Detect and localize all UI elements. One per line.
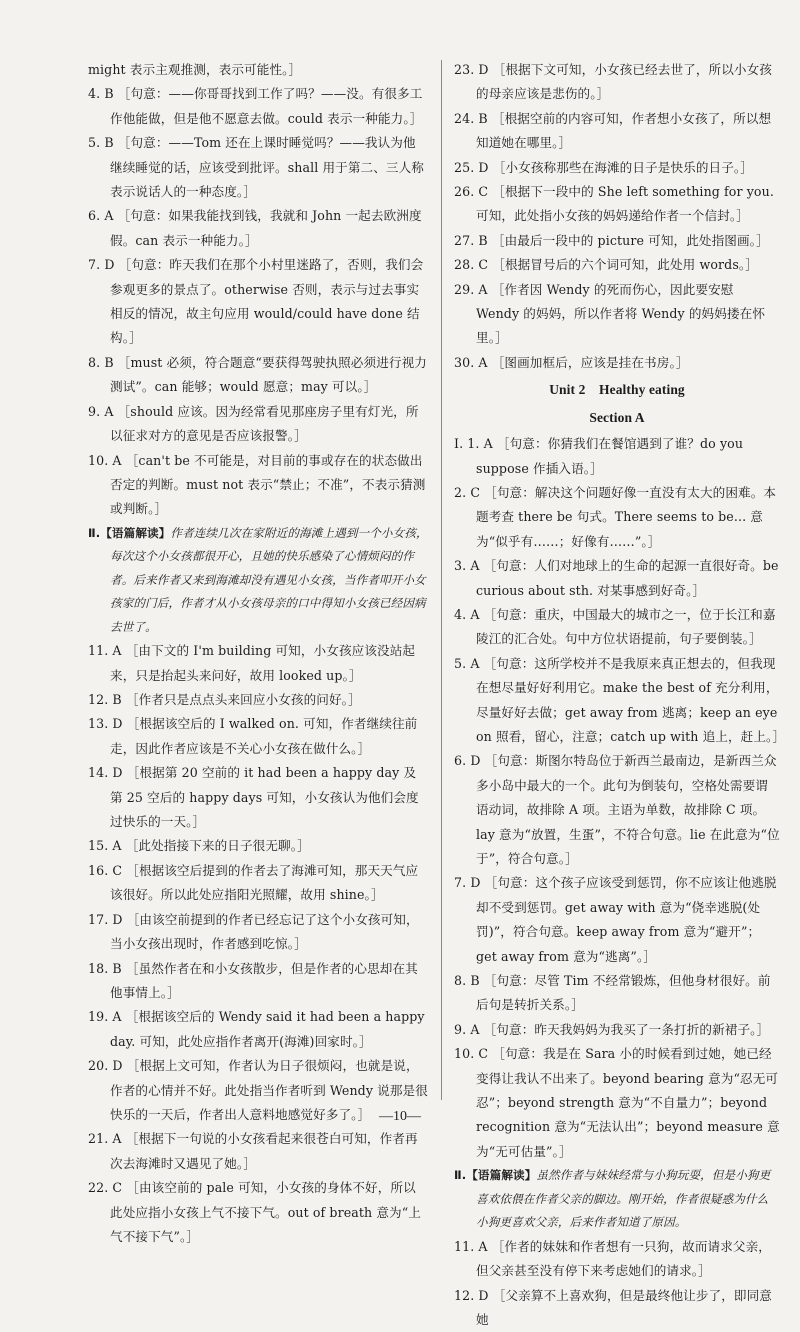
reading-text: 虽然作者与妹妹经常与小狗玩耍，但是小狗更喜欢依偎在作者父亲的脚边。刚开始，作者很疑惑为什么小狗更喜欢父亲，后来作者知道了原因。 (476, 1168, 771, 1230)
column-divider (441, 60, 442, 1100)
reading-label: Ⅱ.【语篇解读】 (454, 1168, 537, 1183)
answer-item: 26. C ［根据下一段中的 She left something for you. 可知，此处指小女孩的妈妈递给作者一个信封。］ (454, 184, 774, 224)
answer-item: 20. D ［根据上文可知，作者认为日子很烦闷，也就是说，作者的心情并不好。此处指当作者听到 Wendy 说那是很快乐的一天后，作者出人意料地感觉好多了。］ (88, 1058, 428, 1122)
answer-item: 5. B ［句意：——Tom 还在上课时睡觉吗？——我认为他继续睡觉的话，应该受到批评。shall 用于第二、三人称表示说话人的一种态度。］ (88, 135, 425, 200)
answer-item: 8. B ［must 必须，符合题意“要获得驾驶执照必须进行视力测试”。can 能够；would 愿意；may 可以。］ (88, 354, 427, 395)
answer-item: 16. C ［根据该空后提到的作者去了海滩可知，那天天气应该很好。所以此处应指阳光照耀，故用 shine。］ (88, 862, 419, 903)
answer-item: 21. A ［根据下一句说的小女孩看起来很苍白可知，作者再次去海滩时又遇见了她。］ (88, 1131, 418, 1171)
answer-item: 4. A ［句意：重庆，中国最大的城市之一，位于长江和嘉陵江的汇合处。句中方位状语提前，句子要倒装。］ (454, 606, 776, 647)
answer-item: 6. A ［句意：如果我能找到钱，我就和 John 一起去欧洲度假。can 表示一种能力。］ (88, 208, 422, 248)
answer-item: 19. A ［根据该空后的 Wendy said it had been a happy day. 可知，此处应指作者离开(海滩)回家时。］ (88, 1009, 425, 1049)
reading-text: 作者连续几次在家附近的海滩上遇到一个小女孩，每次这个小女孩都很开心，且她的快乐感染了心情烦闷的作者。后来作者又来到海滩却没有遇见小女孩，当作者叩开小女孩家的门后，作者才从小女孩母亲的口中得知小女孩已经因病去世了。 (110, 525, 428, 634)
answer-item: 8. B ［句意：尽管 Tim 不经常锻炼，但他身材很好。前后句是转折关系。］ (454, 973, 771, 1013)
answer-item: 10. C ［句意：我是在 Sara 小的时候看到过她，她已经变得让我认不出来了。beyond bearing 意为“忍无可忍”；beyond strength 意为“不自量力”；beyond recognition 意为“无法认出”；beyond measure 意为“无可估量”。］ (454, 1046, 780, 1159)
answer-item: 6. D ［句意：斯图尔特岛位于新西兰最南边，是新西兰众多小岛中最大的一个。此句为倒装句，空格处需要谓语动词，故排除 A 项。主语为单数，故排除 C 项。lay 意为“放置，生蛋”，不符合句意。lie 在此意为“位于”，符合句意。］ (454, 753, 780, 866)
answer-item: 5. A ［句意：这所学校并不是我原来真正想去的，但我现在想尽量好好利用它。make the best of 充分利用，尽量好好去做；get away from 逃离；keep an eye on 照看，留心，注意；catch up with 追上，赶上。］ (454, 655, 786, 744)
section-heading: Section A (589, 409, 645, 425)
answer-item: 7. D ［句意：这个孩子应该受到惩罚，你不应该让他逃脱却不受到惩罚。get away with 意为“侥幸逃脱(处罚)”，符合句意。keep away from 意为“避开”；get away from 意为“逃离”。］ (454, 875, 777, 964)
section-heading: Unit 2 Healthy eating (549, 382, 685, 398)
answer-item: 12. B ［作者只是点点头来回应小女孩的问好。］ (88, 692, 361, 708)
answer-item: 22. C ［由该空前的 pale 可知，小女孩的身体不好，所以此处应指小女孩上气不接下气。out of breath 意为“上气不接下气”。］ (88, 1180, 421, 1244)
answer-item: 15. A ［此处指接下来的日子很无聊。］ (88, 838, 310, 854)
answer-item: 9. A ［should 应该。因为经常看见那座房子里有灯光，所以征求对方的意见是否应该报警。］ (88, 403, 419, 444)
answer-item: 4. B ［句意：——你哥哥找到工作了吗？——没。有很多工作他能做，但是他不愿意去做。could 表示一种能力。］ (88, 86, 423, 126)
reading-summary (454, 1164, 780, 1235)
answer-item: 11. A ［作者的妹妹和作者想有一只狗，故而请求父亲，但父亲甚至没有停下来考虑她们的请求。］ (454, 1238, 771, 1279)
answer-item: 28. C ［根据冒号后的六个词可知，此处用 words。］ (454, 257, 758, 273)
answer-item: 13. D ［根据该空后的 I walked on. 可知，作者继续往前走，因此作者应该是不关心小女孩在做什么。］ (88, 716, 418, 756)
answer-item: 24. B ［根据空前的内容可知，作者想小女孩了，所以想知道她在哪里。］ (454, 110, 772, 151)
answer-item: 11. A ［由下文的 I'm building 可知，小女孩应该没站起来，只是抬起头来问好，故用 looked up。］ (88, 643, 416, 683)
reading-summary (88, 522, 428, 640)
right-column (454, 58, 786, 1332)
answer-item: 10. A ［can't be 不可能是，对目前的事或存在的状态做出否定的判断。must not 表示“禁止；不准”，不表示猜测或判断。］ (88, 452, 426, 517)
answer-item: 17. D ［由该空前提到的作者已经忘记了这个小女孩可知，当小女孩出现时，作者感到吃惊。］ (88, 911, 419, 952)
answer-item: 29. A ［作者因 Wendy 的死而伤心，因此要安慰 Wendy 的妈妈，所以作者将 Wendy 的妈妈搂在怀里。］ (454, 281, 766, 346)
answer-item: 2. C ［句意：解决这个问题好像一直没有太大的困难。本题考查 there be 句式。There seems to be... 意为“似乎有……；好像有……”。］ (454, 484, 777, 549)
answer-item: 27. B ［由最后一段中的 picture 可知，此处指图画。］ (454, 232, 769, 248)
answer-item: 23. D ［根据下文可知，小女孩已经去世了，所以小女孩的母亲应该是悲伤的。］ (454, 62, 772, 102)
answer-continuation: might 表示主观推测，表示可能性。］ (88, 62, 302, 77)
answer-item: 7. D ［句意：昨天我们在那个小村里迷路了，否则，我们会参观更多的景点了。otherwise 否则，表示与过去事实相反的情况，故主句应用 would/could have done 结构。］ (88, 257, 424, 346)
answer-item: 14. D ［根据第 20 空前的 it had been a happy day 及第 25 空后的 happy days 可知，小女孩认为他们会度过快乐的一天。］ (88, 765, 419, 830)
page-number: —10— (379, 1109, 421, 1124)
reading-label: Ⅱ.【语篇解读】 (88, 525, 171, 540)
answer-item: 30. A ［图画加框后，应该是挂在书房。］ (454, 354, 689, 370)
answer-item: 3. A ［句意：人们对地球上的生命的起源一直很好奇。be curious about sth. 对某事感到好奇。］ (454, 558, 779, 598)
answer-item: 18. B ［虽然作者在和小女孩散步，但是作者的心思却在其他事情上。］ (88, 960, 418, 1000)
answer-item: Ⅰ. 1. A ［句意：你猜我们在餐馆遇到了谁？do you suppose 作插入语。］ (454, 436, 744, 476)
answer-item: 9. A ［句意：昨天我妈妈为我买了一条打折的新裙子。］ (454, 1021, 770, 1037)
left-column (88, 58, 428, 1249)
answer-item: 12. D ［父亲算不上喜欢狗，但是最终他让步了，即同意她 (454, 1287, 772, 1327)
answer-item: 25. D ［小女孩称那些在海滩的日子是快乐的日子。］ (454, 159, 754, 175)
